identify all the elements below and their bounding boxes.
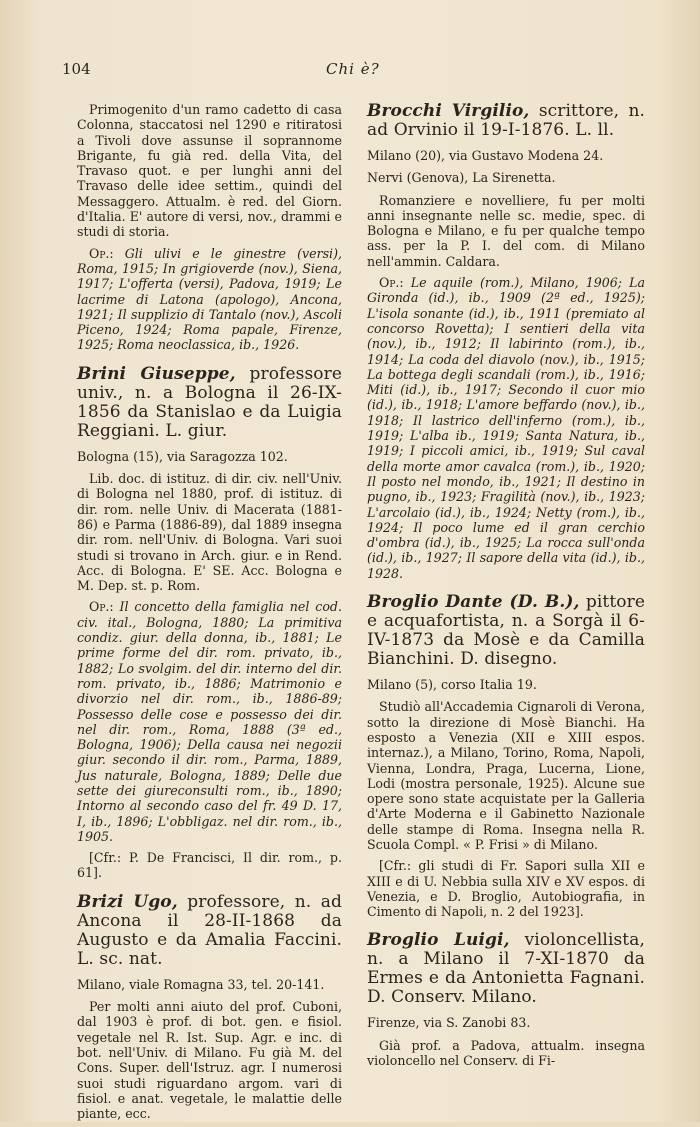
- works-label: Op.:: [379, 275, 404, 291]
- entry-heading-broglio-dante: [367, 593, 645, 669]
- entry-description: professore univ., n. a Bologna il 26-IX-1856 da Stanislao e da Luigia Reggiani. L. giur.: [77, 363, 342, 441]
- entry-description: pittore e acquafortista, n. a Sorgà il 6-IV-1873 da Mosè e da Camilla Bianchini. D. disegno.: [367, 592, 645, 670]
- right-column: [367, 102, 645, 1074]
- entry-description: professore, n. ad Ancona il 28-II-1868 da Augusto e da Amalia Faccini. L. sc. nat.: [77, 891, 342, 969]
- entry-address-secondary: Nervi (Genova), La Sirenetta.: [367, 170, 556, 186]
- entry-description: violoncellista, n. a Milano il 7-XI-1870 da Ermes e da Antonietta Fagnani. D. Conserv. Milano.: [367, 930, 645, 1008]
- entry-reference: [Cfr.: P. De Francisci, Il dir. rom., p. 61].: [77, 850, 342, 881]
- works-list: Gli ulivi e le ginestre (versi), Roma, 1915; In grigioverde (nov.), Siena, 1917; L'offerta (versi), Padova, 1919; Le lacrime di Latona (apologo), Ancona, 1921; Il supplizio di Tantalo (nov.), Ascoli Piceno, 1924; Roma papale, Firenze, 1925; Roma neoclassica, ib., 1926.: [77, 245, 342, 353]
- entry-heading-brizi: [77, 893, 342, 969]
- entry-name: Broglio Luigi,: [367, 930, 510, 951]
- page-number: 104: [62, 60, 91, 78]
- running-title: Chi è?: [326, 60, 380, 78]
- works-label: Op.:: [89, 245, 114, 261]
- entry-name: Brini Giuseppe,: [77, 363, 236, 384]
- continuation-bio: Primogenito d'un ramo cadetto di casa Colonna, staccatosi nel 1290 e ritiratosi a Tivoli dove assunse il soprannome Brigante, fu già red. della Vita, del Travaso quot. e per lunghi anni del Travaso delle idee settim., quindi del Messaggero. Attualm. è red. del Giorn. d'Italia. E' autore di versi, nov., drammi e studi di storia.: [77, 102, 342, 240]
- entry-heading-brocchi: [367, 102, 645, 140]
- entry-address: Bologna (15), via Saragozza 102.: [77, 448, 288, 464]
- entry-name: Brizi Ugo,: [77, 891, 178, 912]
- entry-address: Milano, viale Romagna 33, tel. 20-141.: [77, 976, 325, 992]
- entry-reference: [Cfr.: gli studi di Fr. Sapori sulla XII e XIII e di U. Nebbia sulla XIV e XV espos. di Venezia, e D. Broglio, Autobiografia, in Cimento di Napoli, n. 2 del 1923].: [367, 858, 645, 920]
- entry-bio: Romanziere e novelliere, fu per molti anni insegnante nelle sc. medie, spec. di Bologna e Milano, e fu per qualche tempo ass. per la P. I. del com. di Milano nell'ammin. Caldara.: [367, 192, 645, 269]
- left-column: [77, 102, 342, 1127]
- entry-address: Milano (5), corso Italia 19.: [367, 677, 537, 693]
- entry-address: Firenze, via S. Zanobi 83.: [367, 1015, 531, 1031]
- entry-heading-brini: [77, 365, 342, 441]
- entry-description: scrittore, n. ad Orvinio il 19-I-1876. L. ll.: [367, 101, 645, 140]
- page-header: [62, 60, 656, 84]
- continuation-works: [77, 246, 342, 353]
- entry-address: Milano (20), via Gustavo Modena 24.: [367, 148, 604, 163]
- works-label: Op.:: [89, 599, 114, 615]
- works-list: Il concetto della famiglia nel cod. civ. ital., Bologna, 1880; La primitiva condiz. giur. della donna, ib., 1881; Le prime forme del dir. rom. privato, ib., 1882; Lo svolgim. del dir. interno del dir. rom. privato, ib., 1886; Matrimonio e divorzio nel dir. rom., ib., 1886-89; Possesso delle cose e possesso dei dir. nel dir. rom., Roma, 1888 (3ª ed., Bologna, 1906); Della causa nei negozii giur. secondo il dir. rom., Parma, 1889, Jus naturale, Bologna, 1889; Delle due sette dei giureconsulti rom., ib., 1890; Intorno al secondo caso del fr. 49 D. 17, I, ib., 1896; L'obbligaz. nel dir. rom., ib., 1905.: [77, 599, 342, 844]
- entry-bio: Per molti anni aiuto del prof. Cuboni, dal 1903 è prof. di bot. gen. e fisiol. vegetale nel R. Ist. Sup. Agr. e inc. di bot. nell'Univ. di Milano. Fu già M. del Cons. Super. dell'Istruz. agr. I numerosi suoi studi riguardano argom. vari di fisiol. e anat. vegetale, le malattie delle piante, ecc.: [77, 999, 342, 1122]
- entry-works: [367, 275, 645, 581]
- entry-bio: Già prof. a Padova, attualm. insegna violoncello nel Conserv. di Fi-: [367, 1037, 645, 1069]
- entry-name: Brocchi Virgilio,: [367, 101, 530, 121]
- entry-bio: Studiò all'Accademia Cignaroli di Verona, sotto la direzione di Mosè Bianchi. Ha esposto a Venezia (XII e XIII espos. internaz.), a Milano, Torino, Roma, Napoli, Vienna, Londra, Praga, Lucerna, Lione, Lodi (mostra personale, 1925). Alcune sue opere sono state acquistate per la Galleria d'Arte Moderna e il Gabinetto Nazionale delle stampe di Roma. Insegna nella R. Scuola Compl. « P. Frisi » di Milano.: [367, 699, 645, 852]
- entry-works: [77, 599, 342, 844]
- entry-name: Broglio Dante (D. B.),: [367, 592, 580, 613]
- entry-bio: Lib. doc. di istituz. di dir. civ. nell'Univ. di Bologna nel 1880, prof. di istituz. di dir. rom. nelle Univ. di Macerata (1881-86) e Parma (1886-89), dal 1889 insegna dir. rom. nell'Univ. di Bologna. Vari suoi studi si trovano in Arch. giur. e in Rend. Acc. di Bologna. E' SE. Acc. Bologna e M. Dep. st. p. Rom.: [77, 471, 342, 594]
- entry-heading-broglio-luigi: [367, 931, 645, 1007]
- works-list: Le aquile (rom.), Milano, 1906; La Gironda (id.), ib., 1909 (2ª ed., 1925); L'isola sonante (id.), ib., 1911 (premiato al concorso Rovetta); I sentieri della vita (nov.), ib., 1912; Il labirinto (rom.), ib., 1914; La coda del diavolo (nov.), ib., 1915; La bottega degli scandali (rom.), ib., 1916; Miti (id.), ib., 1917; Secondo il cuor mio (id.), ib., 1918; L'amore beffardo (nov.), ib., 1918; Il lastrico dell'inferno (rom.), ib., 1919; L'alba ib., 1919; Santa Natura, ib., 1919; I piccoli amici, ib., 1919; Sul caval della morte amor cavalca (rom.), ib., 1920; Il posto nel mondo, ib., 1921; Il destino in pugno, ib., 1923; Fragilità (nov.), ib., 1923; L'arcolaio (id.), ib., 1924; Netty (rom.), ib., 1924; Il poco lume ed il gran cerchio d'ombra (id.), ib., 1925; La rocca sull'onda (id.), ib., 1927; Il sapore della vita (id.), ib., 1928.: [367, 275, 645, 581]
